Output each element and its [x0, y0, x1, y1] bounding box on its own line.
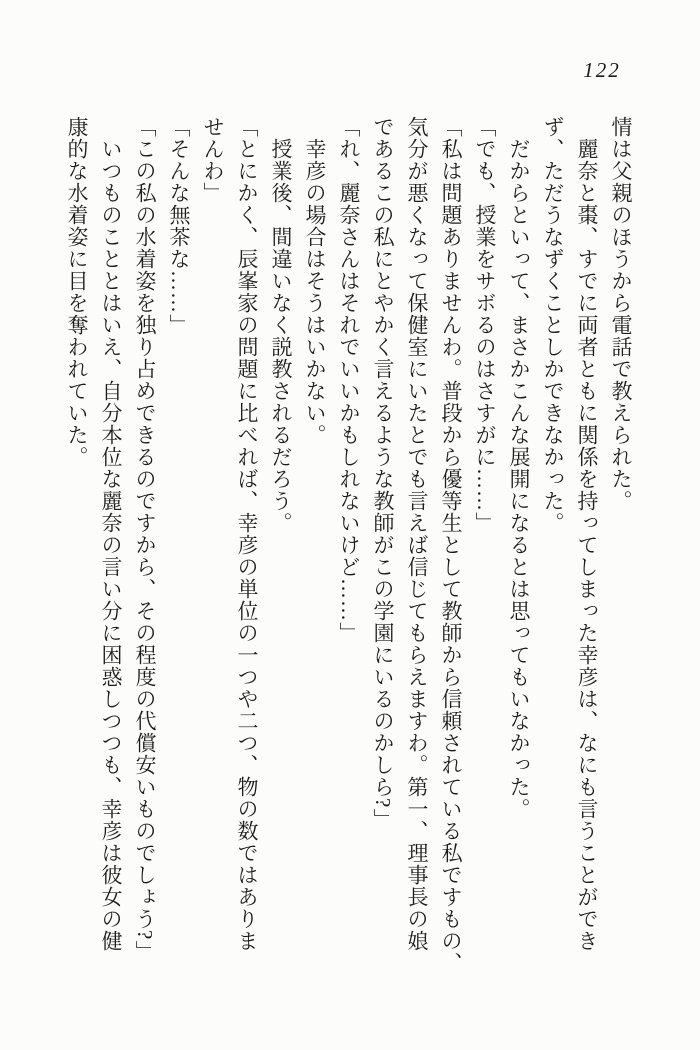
text-column: 「とにかく、辰峯家の問題に比べれば、幸彦の単位の一つや二つ、物の数ではありま	[235, 116, 259, 952]
text-column: 気分が悪くなって保健室にいたとでも言えば信じてもらえますわ。第一、理事長の娘	[405, 116, 429, 952]
text-column: 授業後、間違いなく説教されるだろう。	[269, 116, 293, 534]
text-column: 「でも、授業をサボるのはさすがに……」	[473, 116, 497, 534]
text-column: であるこの私にとやかく言えるような教師がこの学園にいるのかしら?」	[371, 116, 395, 831]
text-column: 「私は問題ありませんわ。普段から優等生として教師から信頼されている私ですもの、	[439, 116, 463, 974]
page-number: 122	[583, 58, 621, 82]
text-column: いつものこととはいえ、自分本位な麗奈の言い分に困惑しつつも、幸彦は彼女の健	[99, 116, 123, 952]
text-column: 「れ、麗奈さんはそれでいいかもしれないけど……」	[337, 116, 361, 644]
text-column: 「この私の水着姿を独り占めできるのですから、その程度の代償安いものでしょう?」	[133, 116, 157, 963]
text-column: 康的な水着姿に目を奪われていた。	[65, 116, 89, 468]
text-column: ず、ただうなずくことしかできなかった。	[541, 116, 565, 534]
text-column: 幸彦の場合はそうはいかない。	[303, 116, 327, 446]
text-column: 「そんな無茶な……」	[167, 116, 191, 336]
text-column: だからといって、まさかこんな展開になるとは思ってもいなかった。	[507, 116, 531, 820]
text-column: せんわ」	[201, 116, 225, 204]
text-column: 麗奈と棗、すでに両者ともに関係を持ってしまった幸彦は、なにも言うことができ	[575, 116, 599, 952]
text-column: 情は父親のほうから電話で教えられた。	[609, 116, 633, 512]
text-columns	[60, 116, 638, 986]
